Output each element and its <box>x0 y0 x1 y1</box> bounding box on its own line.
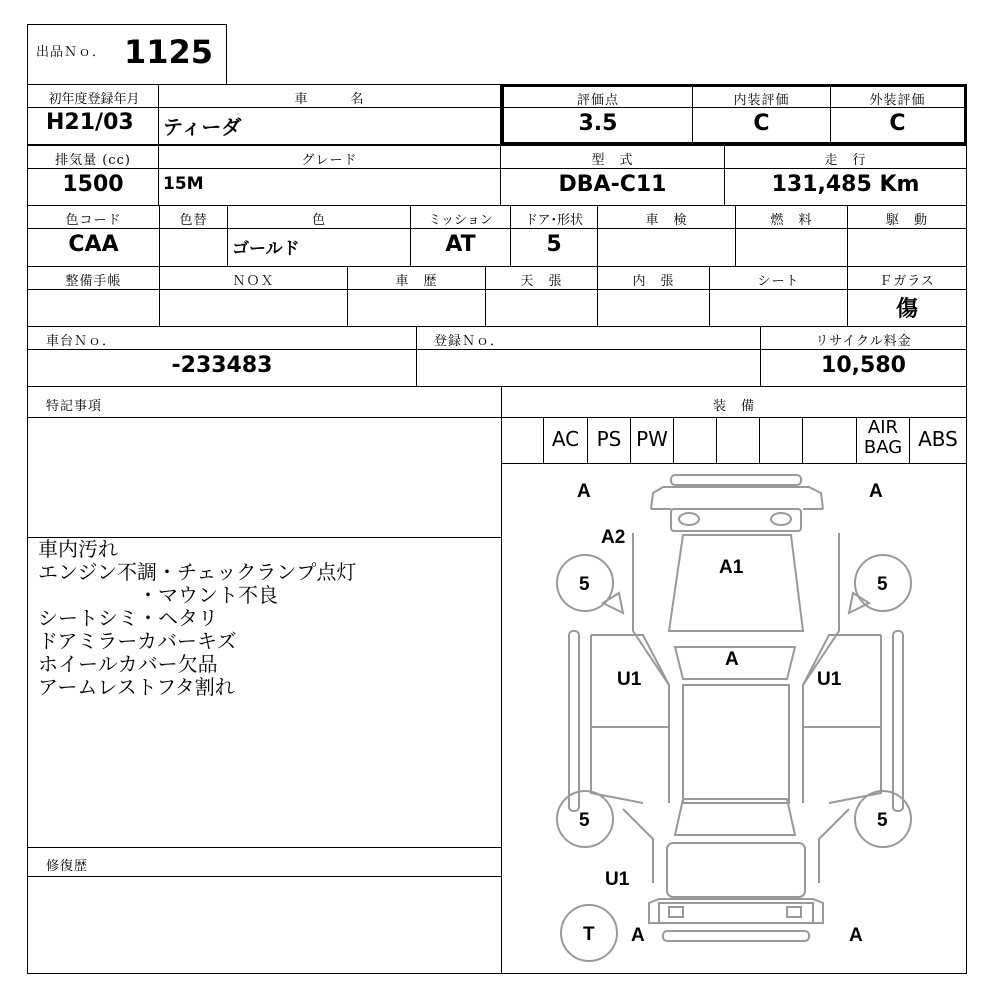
car-damage-diagram <box>503 463 965 973</box>
damage-wheel-rr: 5 <box>877 810 888 831</box>
history-label: 車 歴 <box>395 274 438 289</box>
remark-line: ホイールカバー欠品 <box>38 652 218 676</box>
mileage-label: 走 行 <box>824 153 867 168</box>
service-label: 整備手帳 <box>65 274 122 289</box>
disp-label: 排気量 (cc) <box>55 153 131 168</box>
remark-line: ・マウント不良 <box>38 583 278 607</box>
damage-wheel-fr: 5 <box>877 574 888 595</box>
drive-label: 駆 動 <box>885 213 928 228</box>
grade-label: グレード <box>301 153 358 168</box>
remark-line: エンジン不調・チェックランプ点灯 <box>38 560 357 584</box>
row4-box <box>27 266 967 327</box>
chassis-label: 車台Ｎｏ． <box>46 334 117 349</box>
grade-box <box>158 145 501 206</box>
equipment-item: PW <box>636 427 668 451</box>
color-code-label: 色コード <box>65 213 122 228</box>
name-value: ティーダ <box>163 115 242 139</box>
reg-box <box>27 84 159 145</box>
damage-windshield-left: A2 <box>601 527 626 548</box>
lot-box <box>27 24 227 85</box>
damage-side-right: U1 <box>817 669 842 690</box>
door-label: ドア･形状 <box>524 213 584 228</box>
damage-tire-spare: T <box>583 924 595 945</box>
remark-line: シートシミ・ヘタリ <box>38 606 218 630</box>
remarks-label: 特記事項 <box>46 399 103 414</box>
score-value: 3.5 <box>578 111 618 136</box>
equipment-label: 装 備 <box>712 399 755 414</box>
color-label: 色 <box>311 213 326 228</box>
chassis-value: -233483 <box>171 353 273 378</box>
model-value: DBA-C11 <box>558 172 667 197</box>
damage-hood: A1 <box>719 557 744 578</box>
damage-front-right: A <box>869 481 883 502</box>
damage-roof: A <box>725 649 739 670</box>
damage-side-left: U1 <box>617 669 642 690</box>
interior-label: 内装評価 <box>733 93 790 108</box>
fuel-label: 燃 料 <box>770 213 813 228</box>
mileage-value: 131,485 Km <box>771 172 920 197</box>
score-box <box>501 84 967 145</box>
recycle-value: 10,580 <box>821 353 906 378</box>
mission-value: AT <box>445 232 476 257</box>
regno-label: 登録Ｎｏ． <box>434 334 505 349</box>
interior-value: C <box>753 111 770 136</box>
reg-value: H21/03 <box>46 110 134 135</box>
remark-line: アームレストフタ割れ <box>38 675 235 699</box>
color-value: ゴールド <box>232 239 300 259</box>
damage-front-left: A <box>577 481 591 502</box>
repaint-label: 色替 <box>179 213 208 228</box>
exterior-value: C <box>889 111 906 136</box>
mileage-box <box>724 145 967 206</box>
exterior-label: 外装評価 <box>869 93 926 108</box>
name-label: 車 名 <box>294 92 365 107</box>
equipment-item: AIR BAG <box>863 417 903 458</box>
remark-line: ドアミラーカバーキズ <box>38 629 237 653</box>
inspection-label: 車 検 <box>645 213 688 228</box>
seat-label: シート <box>757 274 800 289</box>
lot-label: 出品Ｎｏ． <box>36 45 107 60</box>
nox-label: ＮＯＸ <box>232 274 275 289</box>
name-box <box>158 84 501 145</box>
glass-label: Ｆガラス <box>879 274 935 289</box>
disp-value: 1500 <box>62 172 124 197</box>
reg-label: 初年度登録年月 <box>48 92 140 107</box>
lot-number: 1125 <box>124 33 214 71</box>
score-label: 評価点 <box>576 93 619 108</box>
glass-value: 傷 <box>895 297 918 322</box>
row5-box <box>27 326 967 387</box>
disp-box <box>27 145 159 206</box>
color-code-value: CAA <box>68 232 119 257</box>
equipment-item: ABS <box>918 427 958 451</box>
door-value: 5 <box>546 232 562 257</box>
inner-label: 内 張 <box>632 274 675 289</box>
damage-rear: U1 <box>605 869 630 890</box>
equipment-item: PS <box>596 427 622 451</box>
roof-label: 天 張 <box>520 274 563 289</box>
model-box <box>500 145 725 206</box>
damage-wheel-fl: 5 <box>579 574 590 595</box>
remark-line: 車内汚れ <box>38 537 118 561</box>
equipment-item: AC <box>551 427 580 451</box>
mission-label: ミッション <box>428 213 493 228</box>
model-label: 型 式 <box>591 153 634 168</box>
damage-wheel-rl: 5 <box>579 810 590 831</box>
damage-rear-left: A <box>631 925 645 946</box>
recycle-label: リサイクル料金 <box>815 334 912 349</box>
repair-label: 修復歴 <box>46 859 89 874</box>
grade-value: 15M <box>163 174 204 194</box>
row3-box <box>27 205 967 267</box>
damage-rear-right: A <box>849 925 863 946</box>
remarks-list <box>38 538 356 699</box>
